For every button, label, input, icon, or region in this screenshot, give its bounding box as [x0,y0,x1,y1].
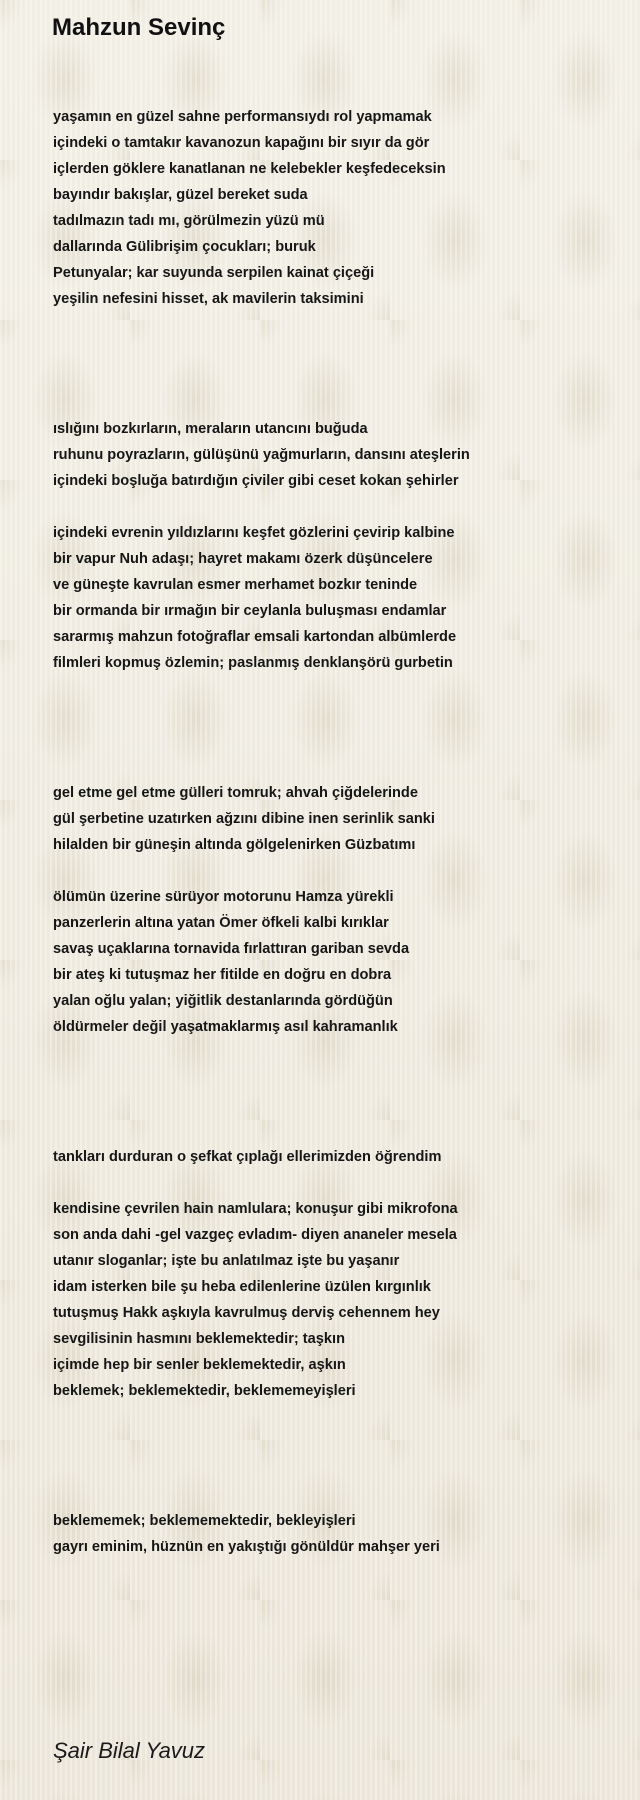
poem-line: gel etme gel etme gülleri tomruk; ahvah çiğdelerinde [53,785,418,801]
poem-line: içindeki o tamtakır kavanozun kapağını bir sıyır da gör [53,135,430,151]
poem-line: öldürmeler değil yaşatmaklarmış asıl kahramanlık [53,1019,398,1035]
section-gap [53,1404,613,1508]
poem-line: içindeki boşluğa batırdığın çiviler gibi ceset kokan şehirler [53,473,459,489]
poem-line: bir ateş ki tutuşmaz her fitilde en doğru en dobra [53,967,392,983]
poem-line: sevgilisinin hasmını beklemektedir; taşkın [53,1331,345,1347]
poem-line: savaş uçaklarına tornavida fırlattıran gariban sevda [53,941,410,957]
poem-line: utanır sloganlar; işte bu anlatılmaz işte bu yaşanır [53,1253,400,1269]
poem-line: beklemek; beklemektedir, beklememeyişleri [53,1383,356,1399]
stanza [53,1508,613,1560]
poem-line: son anda dahi -gel vazgeç evladım- diyen ananeler mesela [53,1227,457,1243]
stanza-gap [53,858,613,884]
poem-line: yaşamın en güzel sahne performansıydı rol yapmamak [53,109,432,125]
poem-title: Mahzun Sevinç [52,14,226,41]
stanza [53,104,613,312]
poem-line: yeşilin nefesini hisset, ak mavilerin taksimini [53,291,364,307]
poem-line: gül şerbetine uzatırken ağzını dibine inen serinlik sanki [53,811,435,827]
poem-line: Petunyalar; kar suyunda serpilen kainat çiçeği [53,265,375,281]
poem-line: tankları durduran o şefkat çıplağı ellerimizden öğrendim [53,1149,442,1165]
poem-line: bir vapur Nuh adaşı; hayret makamı özerk düşüncelere [53,551,433,567]
poem-line: tutuşmuş Hakk aşkıyla kavrulmuş derviş cehennem hey [53,1305,440,1321]
poem-body [53,104,613,1560]
poem-line: yalan oğlu yalan; yiğitlik destanlarında gördüğün [53,993,393,1009]
poem-line: bir ormanda bir ırmağın bir ceylanla buluşması endamlar [53,603,447,619]
poem-line: ve güneşte kavrulan esmer merhamet bozkır teninde [53,577,418,593]
stanza [53,780,613,858]
poem-line: içindeki evrenin yıldızlarını keşfet gözlerini çevirip kalbine [53,525,455,541]
stanza [53,1196,613,1404]
poem-line: sararmış mahzun fotoğraflar emsali kartondan albümlerde [53,629,457,645]
stanza-gap [53,1170,613,1196]
stanza [53,416,613,494]
poem-line: panzerlerin altına yatan Ömer öfkeli kalbi kırıklar [53,915,389,931]
poem-line: bayındır bakışlar, güzel bereket suda [53,187,308,203]
poem-line: idam isterken bile şu heba edilenlerine üzülen kırgınlık [53,1279,431,1295]
poem-line: tadılmazın tadı mı, görülmezin yüzü mü [53,213,325,229]
section-gap [53,676,613,780]
section-gap [53,1040,613,1144]
poem-line: hilalden bir güneşin altında gölgelenirken Güzbatımı [53,837,416,853]
poem-line: ölümün üzerine sürüyor motorunu Hamza yürekli [53,889,394,905]
poem-line: dallarında Gülibrişim çocukları; buruk [53,239,316,255]
poem-line: içimde hep bir senler beklemektedir, aşkın [53,1357,346,1373]
poem-line: içlerden göklere kanatlanan ne kelebekler keşfedeceksin [53,161,446,177]
stanza [53,884,613,1040]
poem-line: filmleri kopmuş özlemin; paslanmış denklanşörü gurbetin [53,655,453,671]
poet-signature[interactable]: Şair Bilal Yavuz [53,1738,206,1763]
poem-line: ruhunu poyrazların, gülüşünü yağmurların, dansını ateşlerin [53,447,470,463]
stanza [53,1144,613,1170]
poem-line: ıslığını bozkırların, meraların utancını buğuda [53,421,368,437]
poem-line: gayrı eminim, hüznün en yakıştığı gönüldür mahşer yeri [53,1539,440,1555]
stanza [53,520,613,676]
poem-line: kendisine çevrilen hain namlulara; konuşur gibi mikrofona [53,1201,458,1217]
stanza-gap [53,494,613,520]
section-gap [53,312,613,416]
poem-line: beklememek; beklememektedir, bekleyişleri [53,1513,356,1529]
